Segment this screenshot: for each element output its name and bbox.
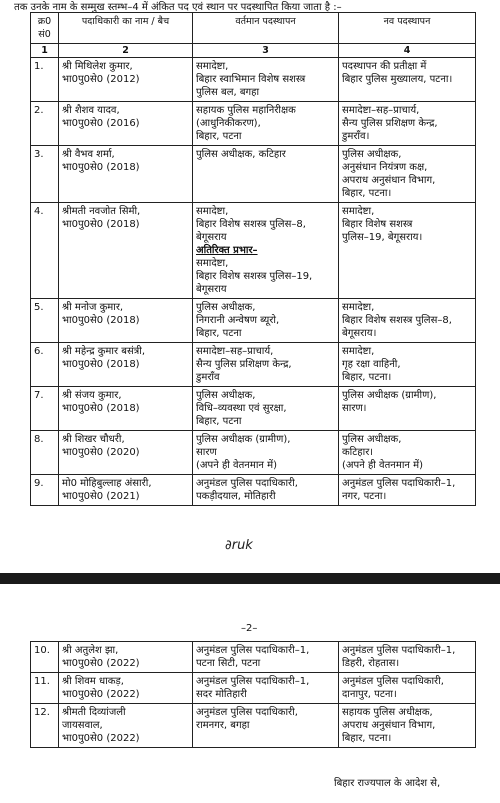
- cell-line: श्री शैशव यादव,: [62, 105, 120, 116]
- cell-line: डिहरी, रोहतास।: [342, 658, 400, 669]
- current-posting-cell: [193, 475, 339, 506]
- cell-line: भा0पु0से0 (2022): [62, 658, 140, 669]
- cell-line: श्रीमती दिव्यांजली: [62, 707, 126, 718]
- cell-line: बेगूसराय।: [342, 328, 377, 339]
- officer-name-cell: [59, 58, 193, 102]
- cell-line: सारण: [196, 447, 217, 458]
- table-row: [31, 387, 476, 431]
- cell-line: बेगूसराय: [196, 232, 227, 243]
- column-number: 1: [31, 44, 59, 58]
- cell-line: अनुसंधान नियंत्रण कक्ष,: [342, 162, 428, 173]
- serial-cell: 12.: [31, 704, 59, 748]
- cell-line: कटिहार।: [342, 447, 374, 458]
- officer-name-cell: [59, 343, 193, 387]
- header-new: नव पदस्थापन: [339, 13, 476, 44]
- serial-cell: 10.: [31, 642, 59, 673]
- cell-line: विधि–व्यवस्था एवं सुरक्षा,: [196, 403, 287, 414]
- table-row: [31, 58, 476, 102]
- cell-line: पुलिस अधीक्षक,: [342, 149, 402, 160]
- cell-line: पुलिस–19, बेगूसराय।: [342, 232, 423, 243]
- cell-line: श्री वैभव शर्मा,: [62, 149, 115, 160]
- cell-line: अपराध अनुसंधान विभाग,: [342, 175, 436, 186]
- officer-name-cell: [59, 102, 193, 146]
- current-posting-cell: [193, 704, 339, 748]
- officer-name-cell: [59, 387, 193, 431]
- cell-line: अनुमंडल पुलिस पदाधिकारी–1,: [342, 645, 456, 656]
- serial-cell: 11.: [31, 673, 59, 704]
- cell-line: श्री संजय कुमार,: [62, 390, 122, 401]
- cell-line: बिहार, पटना: [196, 328, 242, 339]
- cell-line: अनुमंडल पुलिस पदाधिकारी,: [342, 676, 444, 687]
- serial-cell: 1.: [31, 58, 59, 102]
- cell-line: (अपने ही वेतनमान में): [342, 460, 424, 471]
- officer-name-cell: [59, 704, 193, 748]
- table-row: [31, 673, 476, 704]
- cell-line: पुलिस बल, बगहा: [196, 87, 260, 98]
- cell-line: बिहार स्वाभिमान विशेष सशस्त्र: [196, 74, 306, 85]
- cell-line: बिहार, पटना।: [342, 372, 392, 383]
- cell-line: बिहार, पटना: [196, 131, 242, 142]
- column-number: 3: [193, 44, 339, 58]
- cell-line: भा0पु0से0 (2016): [62, 118, 140, 129]
- new-posting-cell: [339, 58, 476, 102]
- cell-line: भा0पु0से0 (2022): [62, 733, 140, 744]
- cell-line: समादेष्टा–सह–प्राचार्य,: [342, 105, 420, 116]
- cell-line: जायसवाल,: [62, 720, 103, 731]
- current-posting-cell: [193, 431, 339, 475]
- cell-line: भा0पु0से0 (2018): [62, 359, 140, 370]
- serial-cell: 8.: [31, 431, 59, 475]
- cell-line: पुलिस अधीक्षक,: [342, 434, 402, 445]
- cell-line: श्री अतुलेश झा,: [62, 645, 119, 656]
- new-posting-cell: [339, 343, 476, 387]
- cell-line: पुलिस अधीक्षक (ग्रामीण),: [342, 390, 437, 401]
- officer-name-cell: [59, 299, 193, 343]
- cell-line: बिहार पुलिस मुख्यालय, पटना।: [342, 74, 453, 85]
- cell-line: अनुमंडल पुलिस पदाधिकारी,: [196, 707, 298, 718]
- cell-line: समादेष्टा,: [342, 346, 375, 357]
- new-posting-cell: [339, 704, 476, 748]
- cell-line: भा0पु0से0 (2022): [62, 689, 140, 700]
- cell-line: भा0पु0से0 (2020): [62, 447, 140, 458]
- cell-line: पुलिस अधीक्षक (ग्रामीण),: [196, 434, 291, 445]
- cell-line: अपराध अनुसंधान विभाग,: [342, 720, 436, 731]
- officer-name-cell: [59, 475, 193, 506]
- cell-line: पटना सिटी, पटना: [196, 658, 261, 669]
- officer-name-cell: [59, 673, 193, 704]
- cell-line: गृह रक्षा वाहिनी,: [342, 359, 401, 370]
- additional-charge-label: अतिरिक्त प्रभार–: [196, 245, 258, 256]
- cell-line: भा0पु0से0 (2018): [62, 219, 140, 230]
- cell-line: समादेष्टा–सह–प्राचार्य,: [196, 346, 274, 357]
- page-separator: [0, 573, 500, 584]
- new-posting-cell: [339, 642, 476, 673]
- posting-table: [30, 12, 476, 506]
- page-number: –2–: [241, 623, 258, 634]
- current-posting-cell: [193, 387, 339, 431]
- cell-line: सारण।: [342, 403, 367, 414]
- current-posting-cell: [193, 146, 339, 203]
- cell-line: डुमराँव: [196, 372, 220, 383]
- cell-line: सदर मोतिहारी: [196, 689, 247, 700]
- cell-line: समादेष्टा,: [342, 206, 375, 217]
- new-posting-cell: [339, 146, 476, 203]
- cell-line: अनुमंडल पुलिस पदाधिकारी–1,: [196, 676, 310, 687]
- cell-line: सहायक पुलिस अधीक्षक,: [342, 707, 433, 718]
- cell-line: श्री शिवम धाकड़,: [62, 676, 124, 687]
- serial-cell: 7.: [31, 387, 59, 431]
- cell-line: बिहार, पटना: [196, 416, 242, 427]
- intro-text: तक उनके नाम के सम्मुख स्तम्भ–4 में अंकित पद एवं स्थान पर पदस्थापित किया जाता है :–: [14, 2, 342, 13]
- new-posting-cell: [339, 203, 476, 299]
- table-row: [31, 475, 476, 506]
- cell-line: निगरानी अन्वेषण ब्यूरो,: [196, 315, 280, 326]
- cell-line: पुलिस अधीक्षक, कटिहार: [196, 149, 286, 160]
- table-row: [31, 146, 476, 203]
- new-posting-cell: [339, 102, 476, 146]
- column-number-row: [31, 44, 476, 58]
- cell-line: सैन्य पुलिस प्रशिक्षण केन्द्र,: [196, 359, 292, 370]
- cell-line: श्री मनोज कुमार,: [62, 302, 124, 313]
- cell-line: बिहार, पटना।: [342, 733, 392, 744]
- cell-line: डुमराँव।: [342, 131, 370, 142]
- cell-line: सैन्य पुलिस प्रशिक्षण केन्द्र,: [342, 118, 438, 129]
- cell-line: बेगूसराय: [196, 284, 227, 295]
- current-posting-cell: [193, 58, 339, 102]
- header-row: [31, 13, 476, 44]
- table-row: [31, 299, 476, 343]
- current-posting-cell: [193, 343, 339, 387]
- cell-line: श्री मिथिलेश कुमार,: [62, 61, 133, 72]
- cell-line: मो0 मोहिबुल्लाह अंसारी,: [62, 478, 152, 489]
- signature: ∂ruk: [225, 538, 253, 553]
- cell-line: पुलिस अधीक्षक,: [196, 390, 256, 401]
- cell-line: दानापुर, पटना।: [342, 689, 397, 700]
- cell-line: पकड़ीदयाल, मोतिहारी: [196, 491, 276, 502]
- column-number: 2: [59, 44, 193, 58]
- serial-cell: 6.: [31, 343, 59, 387]
- table-row: [31, 431, 476, 475]
- cell-line: भा0पु0से0 (2012): [62, 74, 140, 85]
- cell-line: समादेष्टा,: [342, 302, 375, 313]
- posting-table-continued: [30, 641, 476, 748]
- cell-line: भा0पु0से0 (2018): [62, 315, 140, 326]
- serial-cell: 2.: [31, 102, 59, 146]
- table-row: [31, 203, 476, 299]
- cell-line: श्रीमती नवजोत सिमी,: [62, 206, 141, 217]
- officer-name-cell: [59, 431, 193, 475]
- cell-line: पदस्थापन की प्रतीक्षा में: [342, 61, 427, 72]
- serial-cell: 5.: [31, 299, 59, 343]
- officer-name-cell: [59, 203, 193, 299]
- officer-name-cell: [59, 146, 193, 203]
- cell-line: अनुमंडल पुलिस पदाधिकारी,: [196, 478, 298, 489]
- cell-line: भा0पु0से0 (2021): [62, 491, 140, 502]
- table-row: [31, 343, 476, 387]
- cell-line: समादेष्टा,: [196, 258, 229, 269]
- cell-line: अनुमंडल पुलिस पदाधिकारी–1,: [342, 478, 456, 489]
- cell-line: नगर, पटना।: [342, 491, 387, 502]
- table-row: [31, 642, 476, 673]
- header-serial: क्र0 सं0: [31, 13, 59, 44]
- serial-cell: 3.: [31, 146, 59, 203]
- new-posting-cell: [339, 299, 476, 343]
- cell-line: बिहार, पटना।: [342, 188, 392, 199]
- current-posting-cell: [193, 299, 339, 343]
- cell-line: समादेष्टा,: [196, 206, 229, 217]
- cell-line: बिहार विशेष सशस्त्र: [342, 219, 413, 230]
- current-posting-cell: [193, 642, 339, 673]
- cell-line: बिहार विशेष सशस्त्र पुलिस–8,: [196, 219, 306, 230]
- header-name: पदाधिकारी का नाम / बैच: [59, 13, 193, 44]
- serial-cell: 4.: [31, 203, 59, 299]
- cell-line: पुलिस अधीक्षक,: [196, 302, 256, 313]
- officer-name-cell: [59, 642, 193, 673]
- table-row: [31, 102, 476, 146]
- cell-line: श्री महेन्द्र कुमार बसंत्री,: [62, 346, 145, 357]
- cell-line: सहायक पुलिस महानिरीक्षक: [196, 105, 296, 116]
- cell-line: भा0पु0से0 (2018): [62, 403, 140, 414]
- footer-text: बिहार राज्यपाल के आदेश से,: [334, 778, 441, 789]
- current-posting-cell: [193, 102, 339, 146]
- cell-line: अनुमंडल पुलिस पदाधिकारी–1,: [196, 645, 310, 656]
- cell-line: (आधुनिकीकरण),: [196, 118, 261, 129]
- cell-line: (अपने ही वेतनमान में): [196, 460, 278, 471]
- serial-cell: 9.: [31, 475, 59, 506]
- cell-line: रामनगर, बगहा: [196, 720, 250, 731]
- cell-line: समादेष्टा,: [196, 61, 229, 72]
- column-number: 4: [339, 44, 476, 58]
- cell-line: भा0पु0से0 (2018): [62, 162, 140, 173]
- new-posting-cell: [339, 673, 476, 704]
- new-posting-cell: [339, 387, 476, 431]
- header-current: वर्तमान पदस्थापन: [193, 13, 339, 44]
- table-row: [31, 704, 476, 748]
- new-posting-cell: [339, 475, 476, 506]
- cell-line: बिहार विशेष सशस्त्र पुलिस–8,: [342, 315, 452, 326]
- cell-line: बिहार विशेष सशस्त्र पुलिस–19,: [196, 271, 313, 282]
- cell-line: श्री शिखर चौधरी,: [62, 434, 125, 445]
- current-posting-cell: [193, 203, 339, 299]
- current-posting-cell: [193, 673, 339, 704]
- new-posting-cell: [339, 431, 476, 475]
